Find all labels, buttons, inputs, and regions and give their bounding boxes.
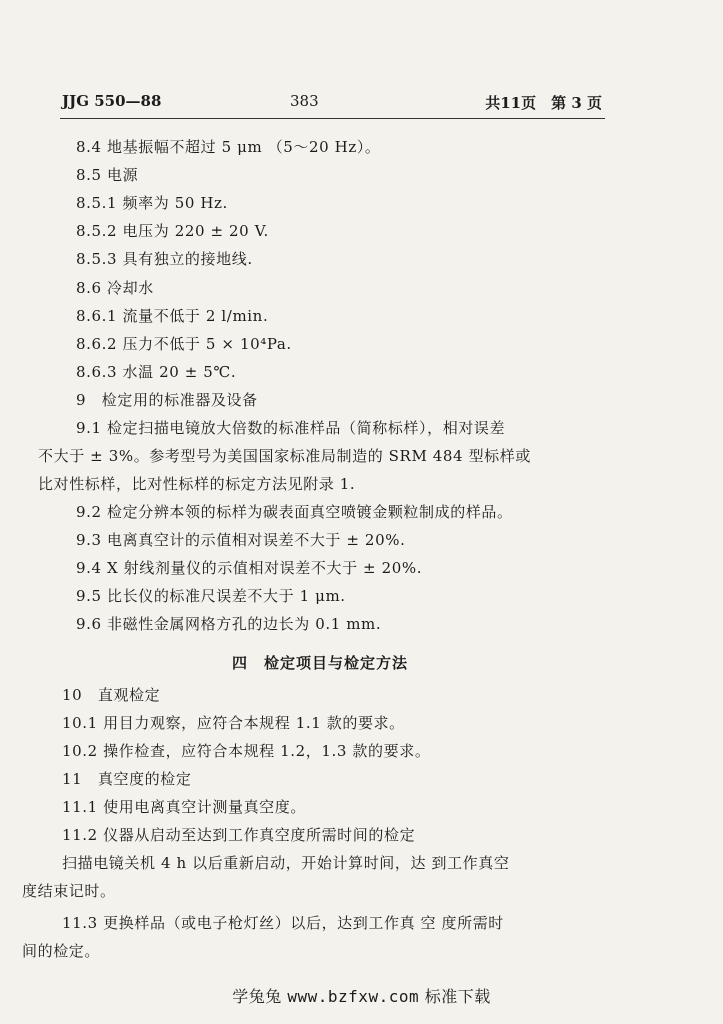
section-9-heading: 9 检定用的标准器及设备 xyxy=(76,391,258,409)
site-name: 学兔兔 xyxy=(232,987,282,1006)
site-url: www.bzfxw.com xyxy=(287,987,420,1006)
clause-11-3: 11.3 更换样品（或电子枪灯丝）以后，达到工作真 空 度所需时 xyxy=(62,914,504,932)
chapter-4-heading: 四 检定项目与检定方法 xyxy=(232,654,409,672)
clause-9-1-cont-2: 比对性标样，比对性标样的标定方法见附录 1. xyxy=(38,475,356,493)
clause-8-6-1: 8.6.1 流量不低于 2 l/min. xyxy=(76,307,269,325)
clause-11-3-cont: 间的检定。 xyxy=(22,942,101,960)
download-footer xyxy=(0,984,723,1007)
header-rule xyxy=(60,118,605,119)
page-header xyxy=(62,86,602,116)
clause-11-2: 11.2 仪器从启动至达到工作真空度所需时间的检定 xyxy=(62,826,416,844)
section-11-heading: 11 真空度的检定 xyxy=(62,770,192,788)
clause-9-5: 9.5 比长仪的标准尺误差不大于 1 μm. xyxy=(76,587,346,605)
clause-8-5-2: 8.5.2 电压为 220 ± 20 V. xyxy=(76,222,269,240)
clause-8-5-1: 8.5.1 频率为 50 Hz. xyxy=(76,194,228,212)
clause-9-2: 9.2 检定分辨本领的标样为碳表面真空喷镀金颗粒制成的样品。 xyxy=(76,503,513,521)
clause-8-5: 8.5 电源 xyxy=(76,166,139,184)
clause-8-5-3: 8.5.3 具有独立的接地线. xyxy=(76,250,253,268)
clause-10-2: 10.2 操作检查，应符合本规程 1.2，1.3 款的要求。 xyxy=(62,742,431,760)
clause-9-1-cont-1: 不大于 ± 3%。参考型号为美国国家标准局制造的 SRM 484 型标样或 xyxy=(38,447,531,465)
clause-9-6: 9.6 非磁性金属网格方孔的边长为 0.1 mm. xyxy=(76,615,382,633)
clause-8-4: 8.4 地基振幅不超过 5 μm （5～20 Hz）。 xyxy=(76,138,381,156)
clause-8-6-3: 8.6.3 水温 20 ± 5℃. xyxy=(76,363,237,381)
clause-11-2-body-cont: 度结束记时。 xyxy=(22,882,116,900)
clause-9-4: 9.4 X 射线剂量仪的示值相对误差不大于 ± 20%. xyxy=(76,559,423,577)
clause-9-1: 9.1 检定扫描电镜放大倍数的标准样品（简称标样），相对误差 xyxy=(76,419,506,437)
clause-11-2-body: 扫描电镜关机 4 h 以后重新启动，开始计算时间，达 到工作真空 xyxy=(62,854,510,872)
clause-9-3: 9.3 电离真空计的示值相对误差不大于 ± 20%. xyxy=(76,531,406,549)
page-count: 共11页 第 3 页 xyxy=(485,94,602,112)
clause-8-6-2: 8.6.2 压力不低于 5 × 10⁴Pa. xyxy=(76,335,292,353)
standard-code: JJG 550—88 xyxy=(62,92,162,110)
clause-8-6: 8.6 冷却水 xyxy=(76,279,154,297)
page-number: 383 xyxy=(290,92,319,110)
clause-10-1: 10.1 用目力观察，应符合本规程 1.1 款的要求。 xyxy=(62,714,405,732)
footer-tagline: 标准下载 xyxy=(424,987,491,1006)
section-10-heading: 10 直观检定 xyxy=(62,686,161,704)
clause-11-1: 11.1 使用电离真空计测量真空度。 xyxy=(62,798,306,816)
